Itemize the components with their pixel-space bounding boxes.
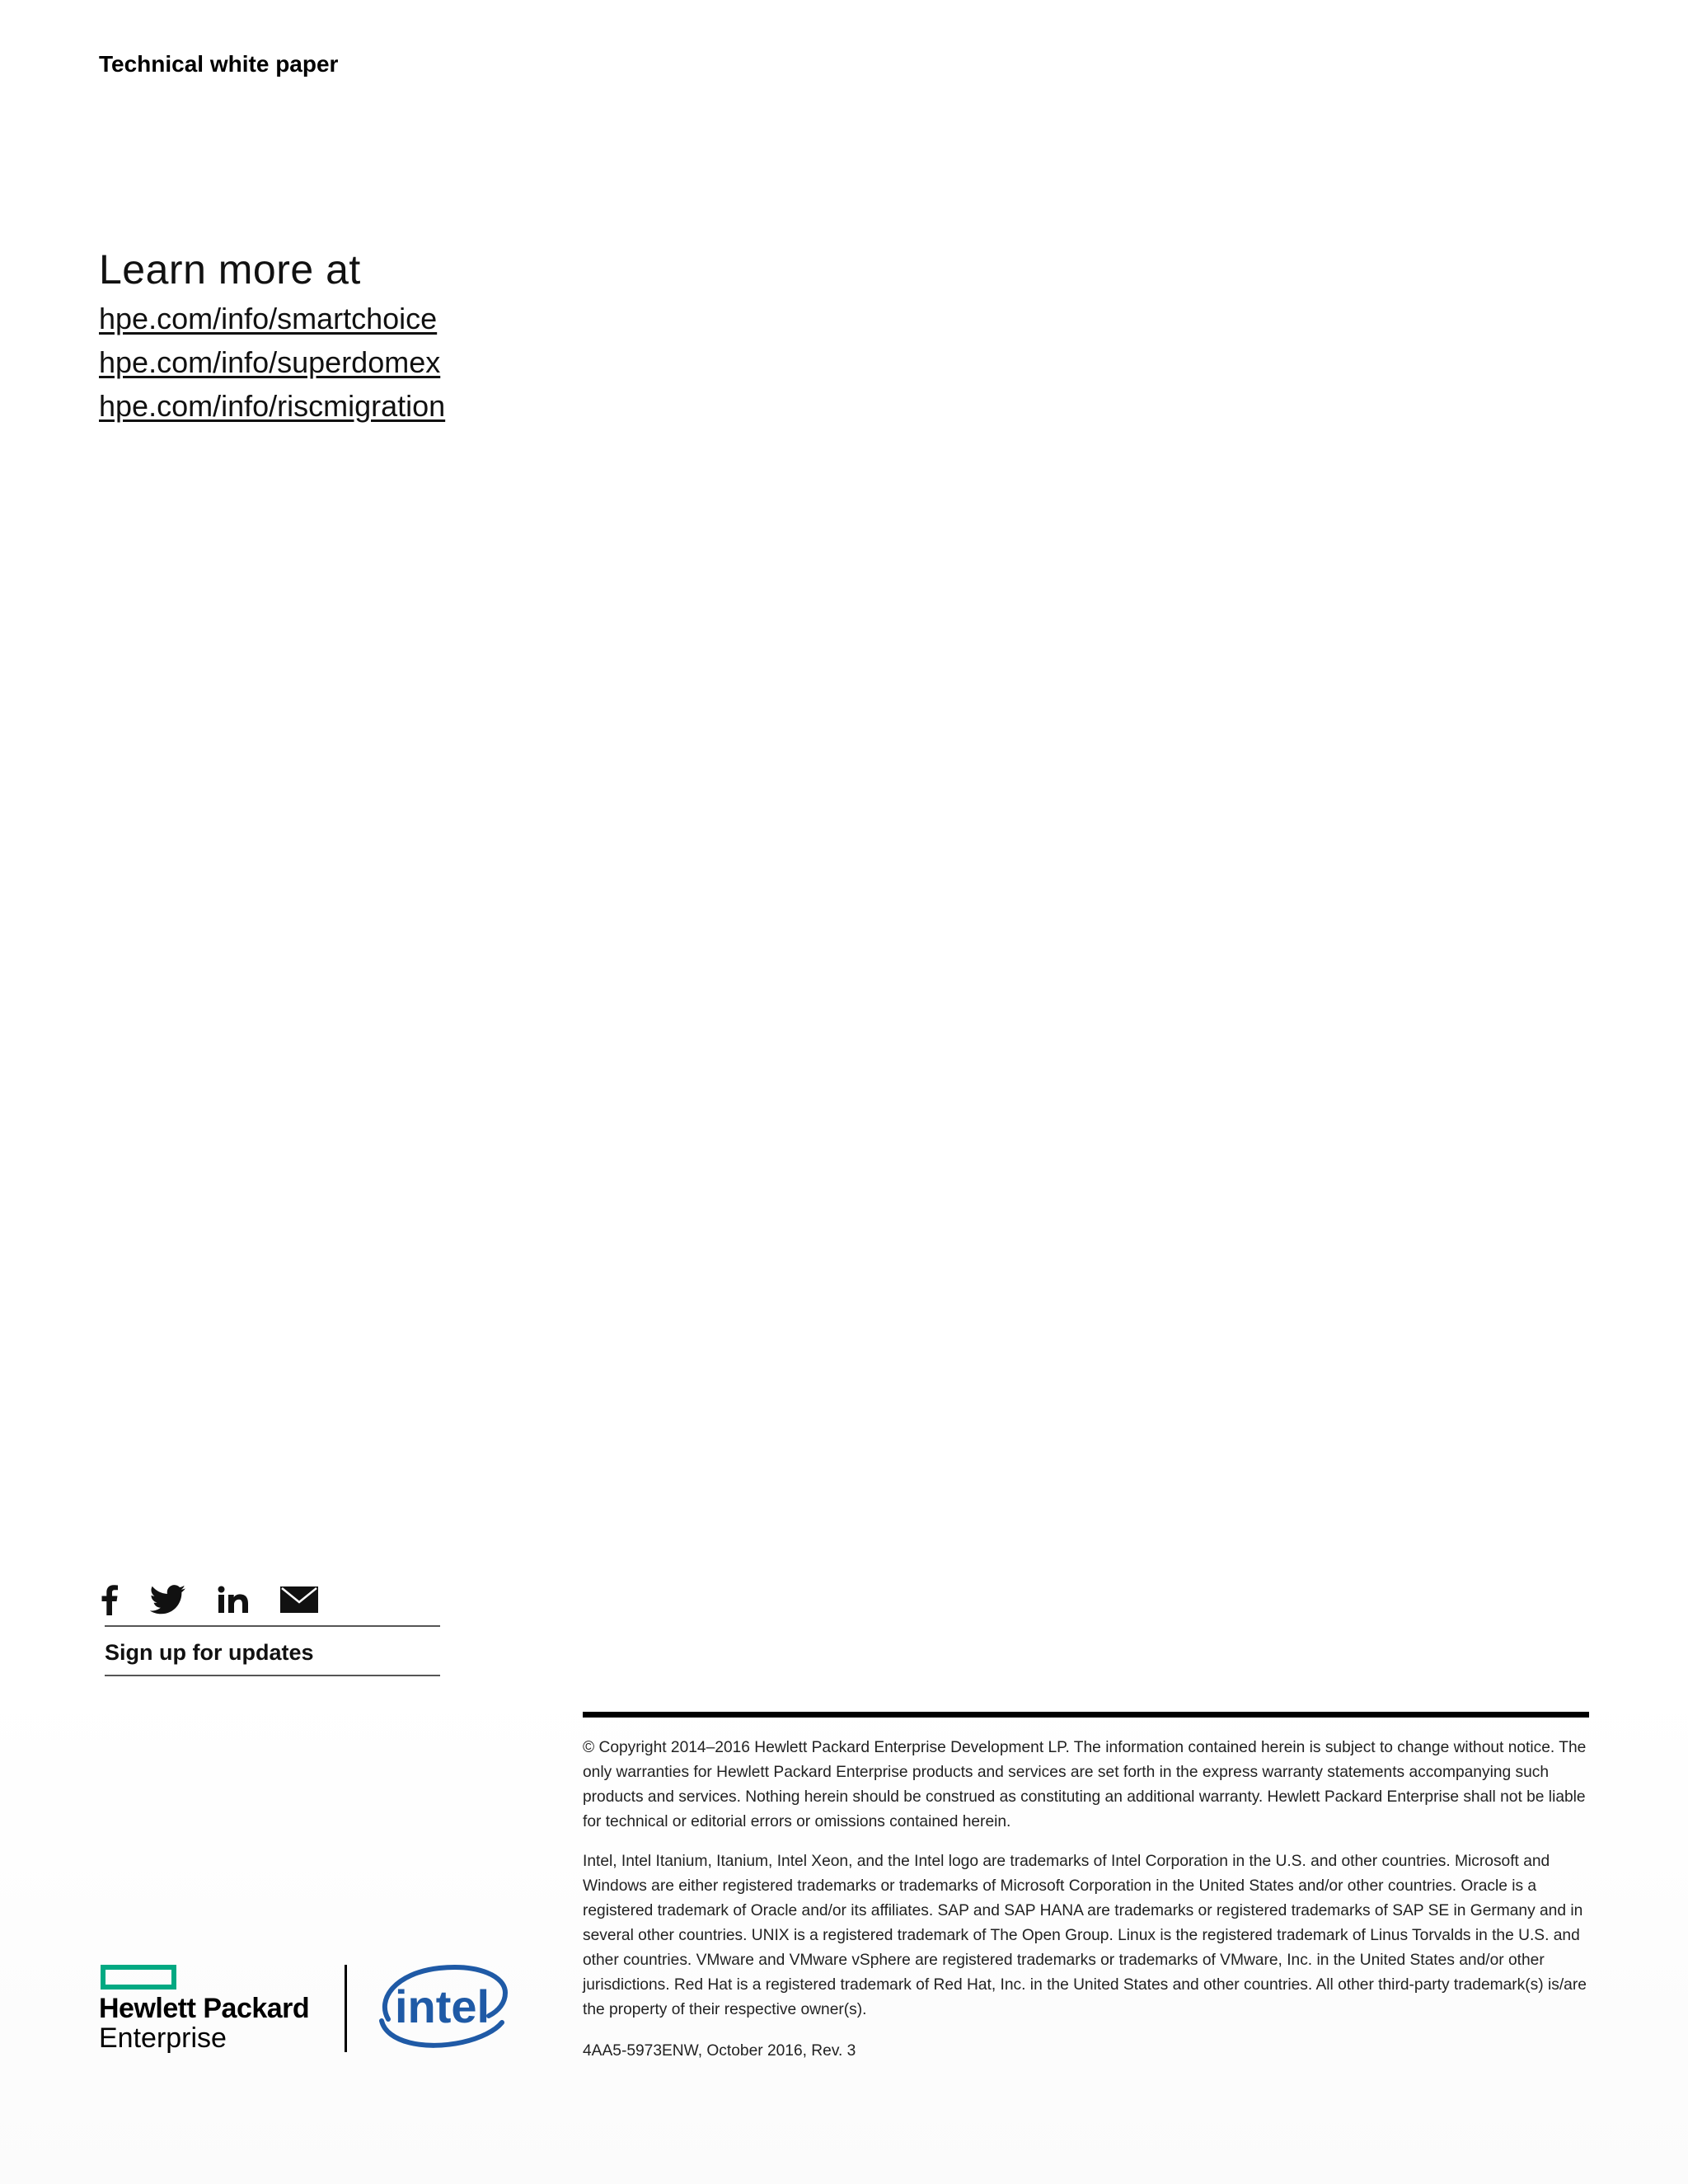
- legal-notice: [583, 1712, 1589, 2079]
- signup-updates-link[interactable]: Sign up for updates: [105, 1640, 314, 1665]
- document-type-label: Technical white paper: [99, 51, 339, 77]
- learn-more-link-item: [99, 297, 445, 340]
- logo-divider: [345, 1965, 347, 2052]
- learn-more-links: [99, 297, 445, 428]
- signup-bottom-rule: [105, 1675, 440, 1676]
- hpe-logo-line2: Enterprise: [99, 2022, 227, 2054]
- document-number: 4AA5-5973ENW, October 2016, Rev. 3: [583, 2042, 856, 2060]
- hpe-element-icon: [101, 1965, 176, 1990]
- social-share-row: [101, 1579, 349, 1620]
- facebook-icon[interactable]: [101, 1584, 119, 1615]
- email-icon[interactable]: [280, 1586, 318, 1613]
- riscmigration-link[interactable]: hpe.com/info/riscmigration: [99, 389, 446, 423]
- intel-logo: [373, 1961, 509, 2056]
- legal-top-rule: [583, 1712, 1589, 1718]
- signup-top-rule: [105, 1625, 440, 1627]
- learn-more-link-item: [99, 384, 445, 428]
- learn-more-heading: Learn more at: [99, 246, 361, 293]
- linkedin-icon[interactable]: [218, 1586, 249, 1614]
- hpe-logo-line1: Hewlett Packard: [99, 1993, 310, 2024]
- superdomex-link[interactable]: hpe.com/info/superdomex: [99, 345, 441, 379]
- learn-more-link-item: [99, 340, 445, 384]
- copyright-notice: © Copyright 2014–2016 Hewlett Packard Enterprise Development LP. The information contained herein is subject to change without notice. The only warranties for Hewlett Packard Enterprise products and services are set forth in the express warranty statements accompanying such products and services. Nothing herein should be construed as constituting an additional warranty. Hewlett Packard Enterprise shall not be liable for technical or editorial errors or omissions contained herein.: [583, 1739, 1587, 1830]
- smartchoice-link[interactable]: hpe.com/info/smartchoice: [99, 302, 438, 335]
- trademark-notice: Intel, Intel Itanium, Itanium, Intel Xeon, and the Intel logo are trademarks of Intel Corporation in the U.S. and other countries. Microsoft and Windows are either registered trademarks or trademarks of Microsoft Corporation in the United States and/or other countries. Oracle is a registered trademark of Oracle and/or its affiliates. SAP and SAP HANA are trademarks or registered trademarks of SAP SE in Germany and in several other countries. UNIX is a registered trademark of The Open Group. Linux is the registered trademark of Linus Torvalds in the U.S. and other countries. VMware and VMware vSphere are registered trademarks or trademarks of VMware, Inc. in the United States and/or other jurisdictions. Red Hat is a registered trademark of Red Hat, Inc. in the United States and other countries. All other third-party trademark(s) is/are the property of their respective owner(s).: [583, 1853, 1587, 2018]
- twitter-icon[interactable]: [150, 1585, 186, 1615]
- intel-wordmark: intel: [395, 1980, 490, 2032]
